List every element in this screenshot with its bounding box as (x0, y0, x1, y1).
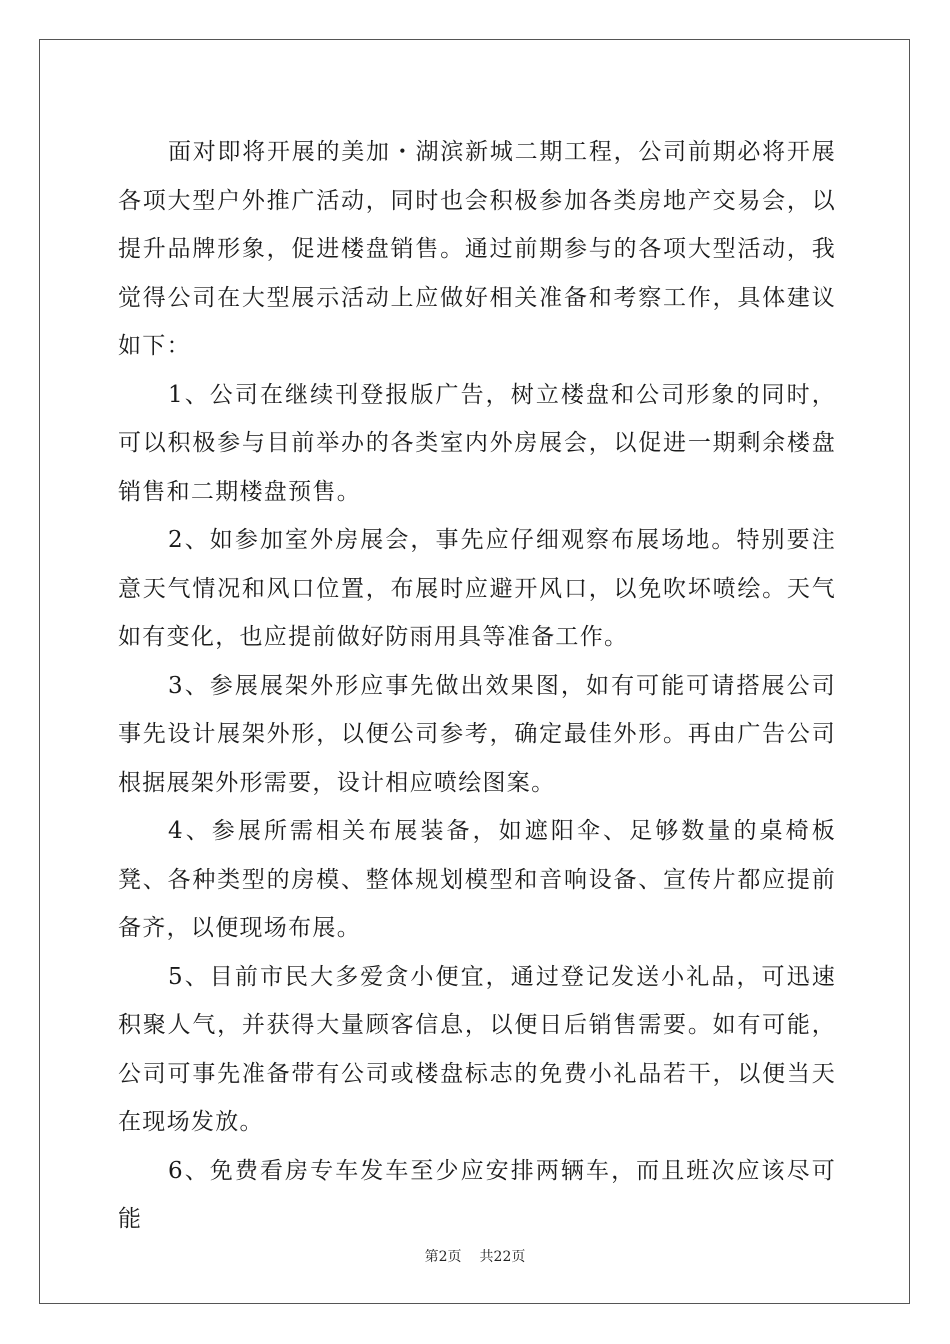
paragraph-item-6: 6、免费看房专车发车至少应安排两辆车，而且班次应该尽可能 (118, 1157, 836, 1232)
page-number-total: 共22页 (479, 1249, 526, 1265)
paragraph-item-2: 2、如参加室外房展会，事先应仔细观察布展场地。特别要注意天气情况和风口位置，布展时应避开风口，以免吹坏喷绘。天气如有变化，也应提前做好防雨用具等准备工作。 (118, 527, 836, 650)
paragraph-item-4: 4、参展所需相关布展装备，如遮阳伞、足够数量的桌椅板凳、各种类型的房模、整体规划模型和音响设备、宣传片都应提前备齐，以便现场布展。 (118, 818, 836, 941)
paragraph-item-5: 5、目前市民大多爱贪小便宜，通过登记发送小礼品，可迅速积聚人气，并获得大量顾客信息，以便日后销售需要。如有可能，公司可事先准备带有公司或楼盘标志的免费小礼品若干，以便当天在现场发放。 (118, 963, 836, 1135)
paragraph-intro: 面对即将开展的美加・湖滨新城二期工程，公司前期必将开展各项大型户外推广活动，同时也会积极参加各类房地产交易会，以提升品牌形象，促进楼盘销售。通过前期参与的各项大型活动，我觉得公司在大型展示活动上应做好相关准备和考察工作，具体建议如下： (118, 139, 836, 359)
page-number-current: 第2页 (424, 1249, 462, 1265)
paragraph-item-3: 3、参展展架外形应事先做出效果图，如有可能可请搭展公司事先设计展架外形，以便公司参考，确定最佳外形。再由广告公司根据展架外形需要，设计相应喷绘图案。 (118, 672, 836, 796)
document-body (118, 128, 836, 1244)
page-footer (0, 1246, 950, 1266)
paragraph-item-1: 1、公司在继续刊登报版广告，树立楼盘和公司形象的同时，可以积极参与目前举办的各类室内外房展会，以促进一期剩余楼盘销售和二期楼盘预售。 (118, 381, 836, 505)
